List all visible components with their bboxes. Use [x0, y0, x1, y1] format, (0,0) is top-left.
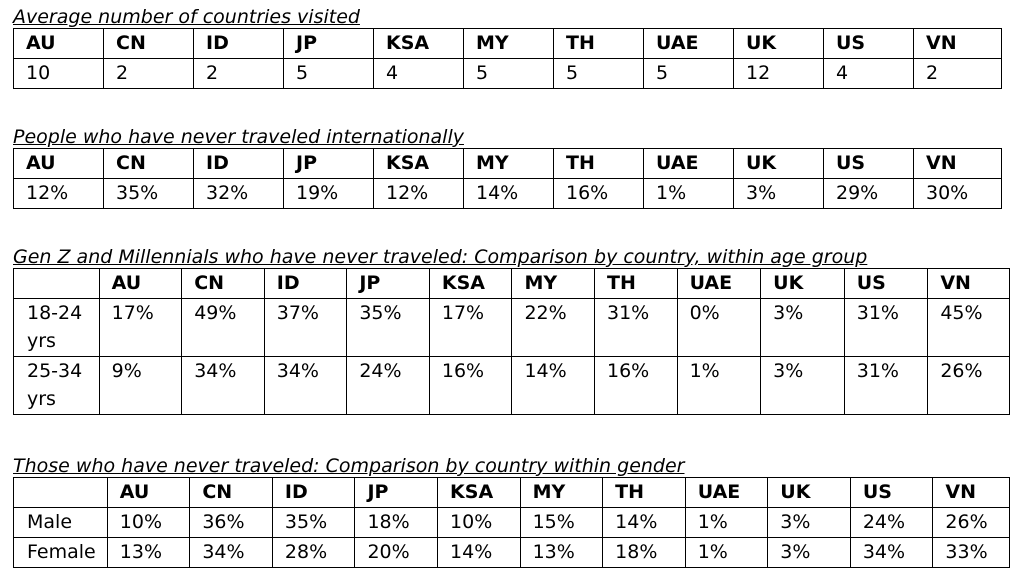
table-cell: 24% [347, 357, 430, 415]
table-cell: 3% [761, 357, 845, 415]
column-header: KSA [438, 478, 521, 508]
table-row [14, 299, 1010, 357]
table-cell: 34% [182, 357, 265, 415]
column-header: VN [914, 149, 1002, 179]
table-cell: 13% [520, 538, 603, 568]
table-cell: 5 [644, 59, 734, 89]
table-cell: 1% [644, 179, 734, 209]
column-header: CN [190, 478, 273, 508]
section-gender [13, 455, 1010, 568]
table-cell: 5 [464, 59, 554, 89]
table-cell: 1% [685, 538, 768, 568]
section-avg-countries [13, 6, 1002, 89]
table-cell: 2 [104, 59, 194, 89]
table-cell: 35% [104, 179, 194, 209]
column-header: US [824, 149, 914, 179]
header-row [14, 29, 1002, 59]
column-header: VN [928, 269, 1010, 299]
column-header: JP [355, 478, 438, 508]
section-never-traveled [13, 126, 1002, 209]
table-cell: 5 [284, 59, 374, 89]
table-cell: 14% [438, 538, 521, 568]
table-cell: 20% [355, 538, 438, 568]
table-cell: 4 [824, 59, 914, 89]
table-cell: 3% [734, 179, 824, 209]
column-header: KSA [374, 29, 464, 59]
table-cell: 37% [264, 299, 347, 357]
never-traveled-table [13, 148, 1002, 209]
table-cell: 28% [272, 538, 355, 568]
gender-table [13, 477, 1010, 568]
table-cell: 3% [761, 299, 845, 357]
section-caption: People who have never traveled internationally [13, 126, 464, 148]
row-label: 18-24 yrs [14, 299, 100, 357]
table-cell: 35% [272, 508, 355, 538]
table-cell: 17% [99, 299, 182, 357]
table-cell: 45% [928, 299, 1010, 357]
age-group-table [13, 268, 1010, 415]
column-header: KSA [374, 149, 464, 179]
column-header: UAE [644, 149, 734, 179]
table-cell: 12% [14, 179, 104, 209]
table-cell: 18% [355, 508, 438, 538]
column-header: CN [104, 29, 194, 59]
column-header: UK [734, 29, 824, 59]
table-cell: 22% [512, 299, 595, 357]
column-header: MY [520, 478, 603, 508]
table-cell: 2 [194, 59, 284, 89]
column-header: CN [104, 149, 194, 179]
table-cell: 9% [99, 357, 182, 415]
row-label: 25-34 yrs [14, 357, 100, 415]
table-cell: 49% [182, 299, 265, 357]
table-row [14, 179, 1002, 209]
column-header: JP [284, 149, 374, 179]
table-cell: 31% [595, 299, 678, 357]
table-cell: 2 [914, 59, 1002, 89]
column-header: AU [14, 29, 104, 59]
column-header: UAE [685, 478, 768, 508]
table-cell: 34% [850, 538, 933, 568]
table-cell: 26% [928, 357, 1010, 415]
column-header: JP [347, 269, 430, 299]
header-row [14, 269, 1010, 299]
column-header: US [844, 269, 928, 299]
table-cell: 16% [429, 357, 512, 415]
column-header: AU [14, 149, 104, 179]
table-cell: 15% [520, 508, 603, 538]
corner-cell [14, 269, 100, 299]
table-cell: 5 [554, 59, 644, 89]
table-cell: 29% [824, 179, 914, 209]
column-header: JP [284, 29, 374, 59]
column-header: KSA [429, 269, 512, 299]
table-cell: 12% [374, 179, 464, 209]
avg-countries-table [13, 28, 1002, 89]
header-row [14, 478, 1010, 508]
table-cell: 26% [933, 508, 1010, 538]
table-cell: 14% [603, 508, 686, 538]
column-header: MY [512, 269, 595, 299]
table-cell: 0% [677, 299, 761, 357]
table-cell: 14% [512, 357, 595, 415]
column-header: TH [554, 149, 644, 179]
table-row [14, 508, 1010, 538]
column-header: MY [464, 29, 554, 59]
table-cell: 10 [14, 59, 104, 89]
column-header: CN [182, 269, 265, 299]
table-cell: 30% [914, 179, 1002, 209]
table-row [14, 59, 1002, 89]
column-header: VN [914, 29, 1002, 59]
column-header: AU [99, 269, 182, 299]
table-cell: 34% [264, 357, 347, 415]
table-cell: 24% [850, 508, 933, 538]
table-cell: 1% [685, 508, 768, 538]
column-header: ID [194, 29, 284, 59]
table-row [14, 357, 1010, 415]
section-caption: Average number of countries visited [13, 6, 360, 28]
corner-cell [14, 478, 108, 508]
column-header: MY [464, 149, 554, 179]
table-cell: 19% [284, 179, 374, 209]
column-header: TH [554, 29, 644, 59]
column-header: ID [264, 269, 347, 299]
table-cell: 14% [464, 179, 554, 209]
column-header: UK [761, 269, 845, 299]
column-header: TH [603, 478, 686, 508]
table-cell: 34% [190, 538, 273, 568]
section-age-group [13, 246, 1010, 415]
column-header: ID [272, 478, 355, 508]
table-cell: 10% [438, 508, 521, 538]
table-cell: 3% [768, 508, 851, 538]
table-cell: 31% [844, 299, 928, 357]
table-cell: 10% [107, 508, 190, 538]
table-cell: 35% [347, 299, 430, 357]
table-cell: 17% [429, 299, 512, 357]
table-cell: 32% [194, 179, 284, 209]
column-header: US [824, 29, 914, 59]
table-cell: 36% [190, 508, 273, 538]
section-caption: Gen Z and Millennials who have never traveled: Comparison by country, within age group [13, 246, 868, 268]
table-row [14, 538, 1010, 568]
column-header: UK [768, 478, 851, 508]
row-label: Male [14, 508, 108, 538]
column-header: ID [194, 149, 284, 179]
table-cell: 18% [603, 538, 686, 568]
column-header: UAE [677, 269, 761, 299]
column-header: AU [107, 478, 190, 508]
header-row [14, 149, 1002, 179]
table-cell: 12 [734, 59, 824, 89]
column-header: US [850, 478, 933, 508]
section-caption: Those who have never traveled: Comparison by country within gender [13, 455, 685, 477]
row-label: Female [14, 538, 108, 568]
table-cell: 4 [374, 59, 464, 89]
column-header: TH [595, 269, 678, 299]
table-cell: 3% [768, 538, 851, 568]
table-cell: 16% [554, 179, 644, 209]
column-header: UAE [644, 29, 734, 59]
column-header: UK [734, 149, 824, 179]
table-cell: 1% [677, 357, 761, 415]
table-cell: 31% [844, 357, 928, 415]
table-cell: 16% [595, 357, 678, 415]
table-cell: 13% [107, 538, 190, 568]
table-cell: 33% [933, 538, 1010, 568]
column-header: VN [933, 478, 1010, 508]
